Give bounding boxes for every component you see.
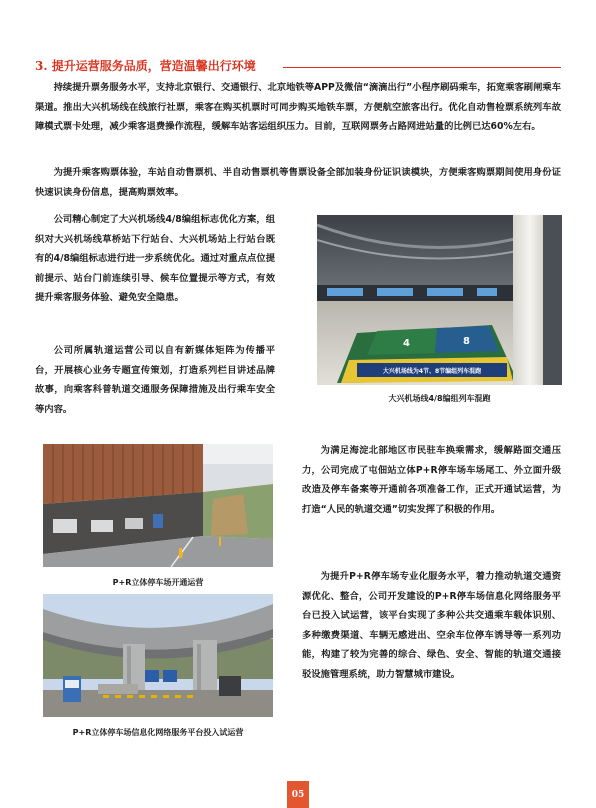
- paragraph-id-reader: 为提升乘客购票体验，车站自动售票机、半自动售票机等售票设备全部加装身份证识读模块，方便乘客购票期间使用身份证快速识读身份信息，提高购票效率。: [35, 167, 561, 198]
- paragraph-signage: 公司精心制定了大兴机场线4/8编组标志优化方案，组织对大兴机场线草桥站下行站台、大兴机场站上行站台既有的4/8编组标志进行进一步系统优化。通过对重点点位提前提示、站台门前连续引导、候车位置提示等方式，有效提升乘客服务体验、避免安全隐患。: [35, 214, 275, 304]
- caption-platform: P+R立体停车场信息化网络服务平台投入试运营: [72, 728, 244, 737]
- paragraph-pr-parking: 为满足海淀北部地区市民驻车换乘需求，缓解路面交通压力，公司完成了屯佃站立体P+R停车场车场尾工、外立面升级改造及停车备案等开通前各项准备工作，正式开通试运营，为打造“人民的轨道交通”切实发挥了积极的作用。: [302, 445, 561, 515]
- paragraph-ticketing: 持续提升票务服务水平，支持北京银行、交通银行、北京地铁等APP及微信“滴滴出行”小程序刷码乘车，拓宽乘客刷闸乘车渠道。推出大兴机场线在线旅行社票，乘客在购买机票时可同步购买地铁车票，方便航空旅客出行。优化自动售检票系统列车故障模式票卡处理，减少乘客退费操作流程，缓解车站客运组织压力。目前，互联网票务占路网进站量的比例已达60%左右。: [35, 82, 561, 133]
- svg-text:4: 4: [403, 338, 410, 349]
- platform-photo: [43, 594, 273, 717]
- parking-photo: [43, 444, 273, 567]
- station-photo: [317, 215, 562, 385]
- svg-text:8: 8: [463, 336, 470, 347]
- caption-station: 大兴机场线4/8编组列车混跑: [388, 394, 491, 403]
- paragraph-pr-platform: 为提升P+R停车场专业化服务水平，着力推动轨道交通资源优化、整合，公司开发建设的P+R停车场信息化网络服务平台已投入试运营，该平台实现了多种公共交通乘车载体识别、多种缴费渠道、车辆无感进出、空余车位停车诱导等一系列功能，构建了较为完善的综合、绿色、安全、智能的轨道交通接驳设施管理系统，助力智慧城市建设。: [302, 571, 561, 680]
- section-heading: 3. 提升运营服务品质，营造温馨出行环境: [35, 59, 256, 73]
- paragraph-media: 公司所属轨道运营公司以自有新媒体矩阵为传播平台，开展核心业务专题宣传策划，打造系列栏目讲述品牌故事，向乘客科普轨道交通服务保障措施及出行乘车安全等内容。: [35, 345, 275, 415]
- floor-sign-text: 大兴机场线为4节、8节编组列车混跑: [382, 368, 482, 375]
- caption-parking: P+R立体停车场开通运营: [112, 578, 204, 587]
- heading-rule: [283, 67, 561, 68]
- page-number: 05: [287, 781, 309, 808]
